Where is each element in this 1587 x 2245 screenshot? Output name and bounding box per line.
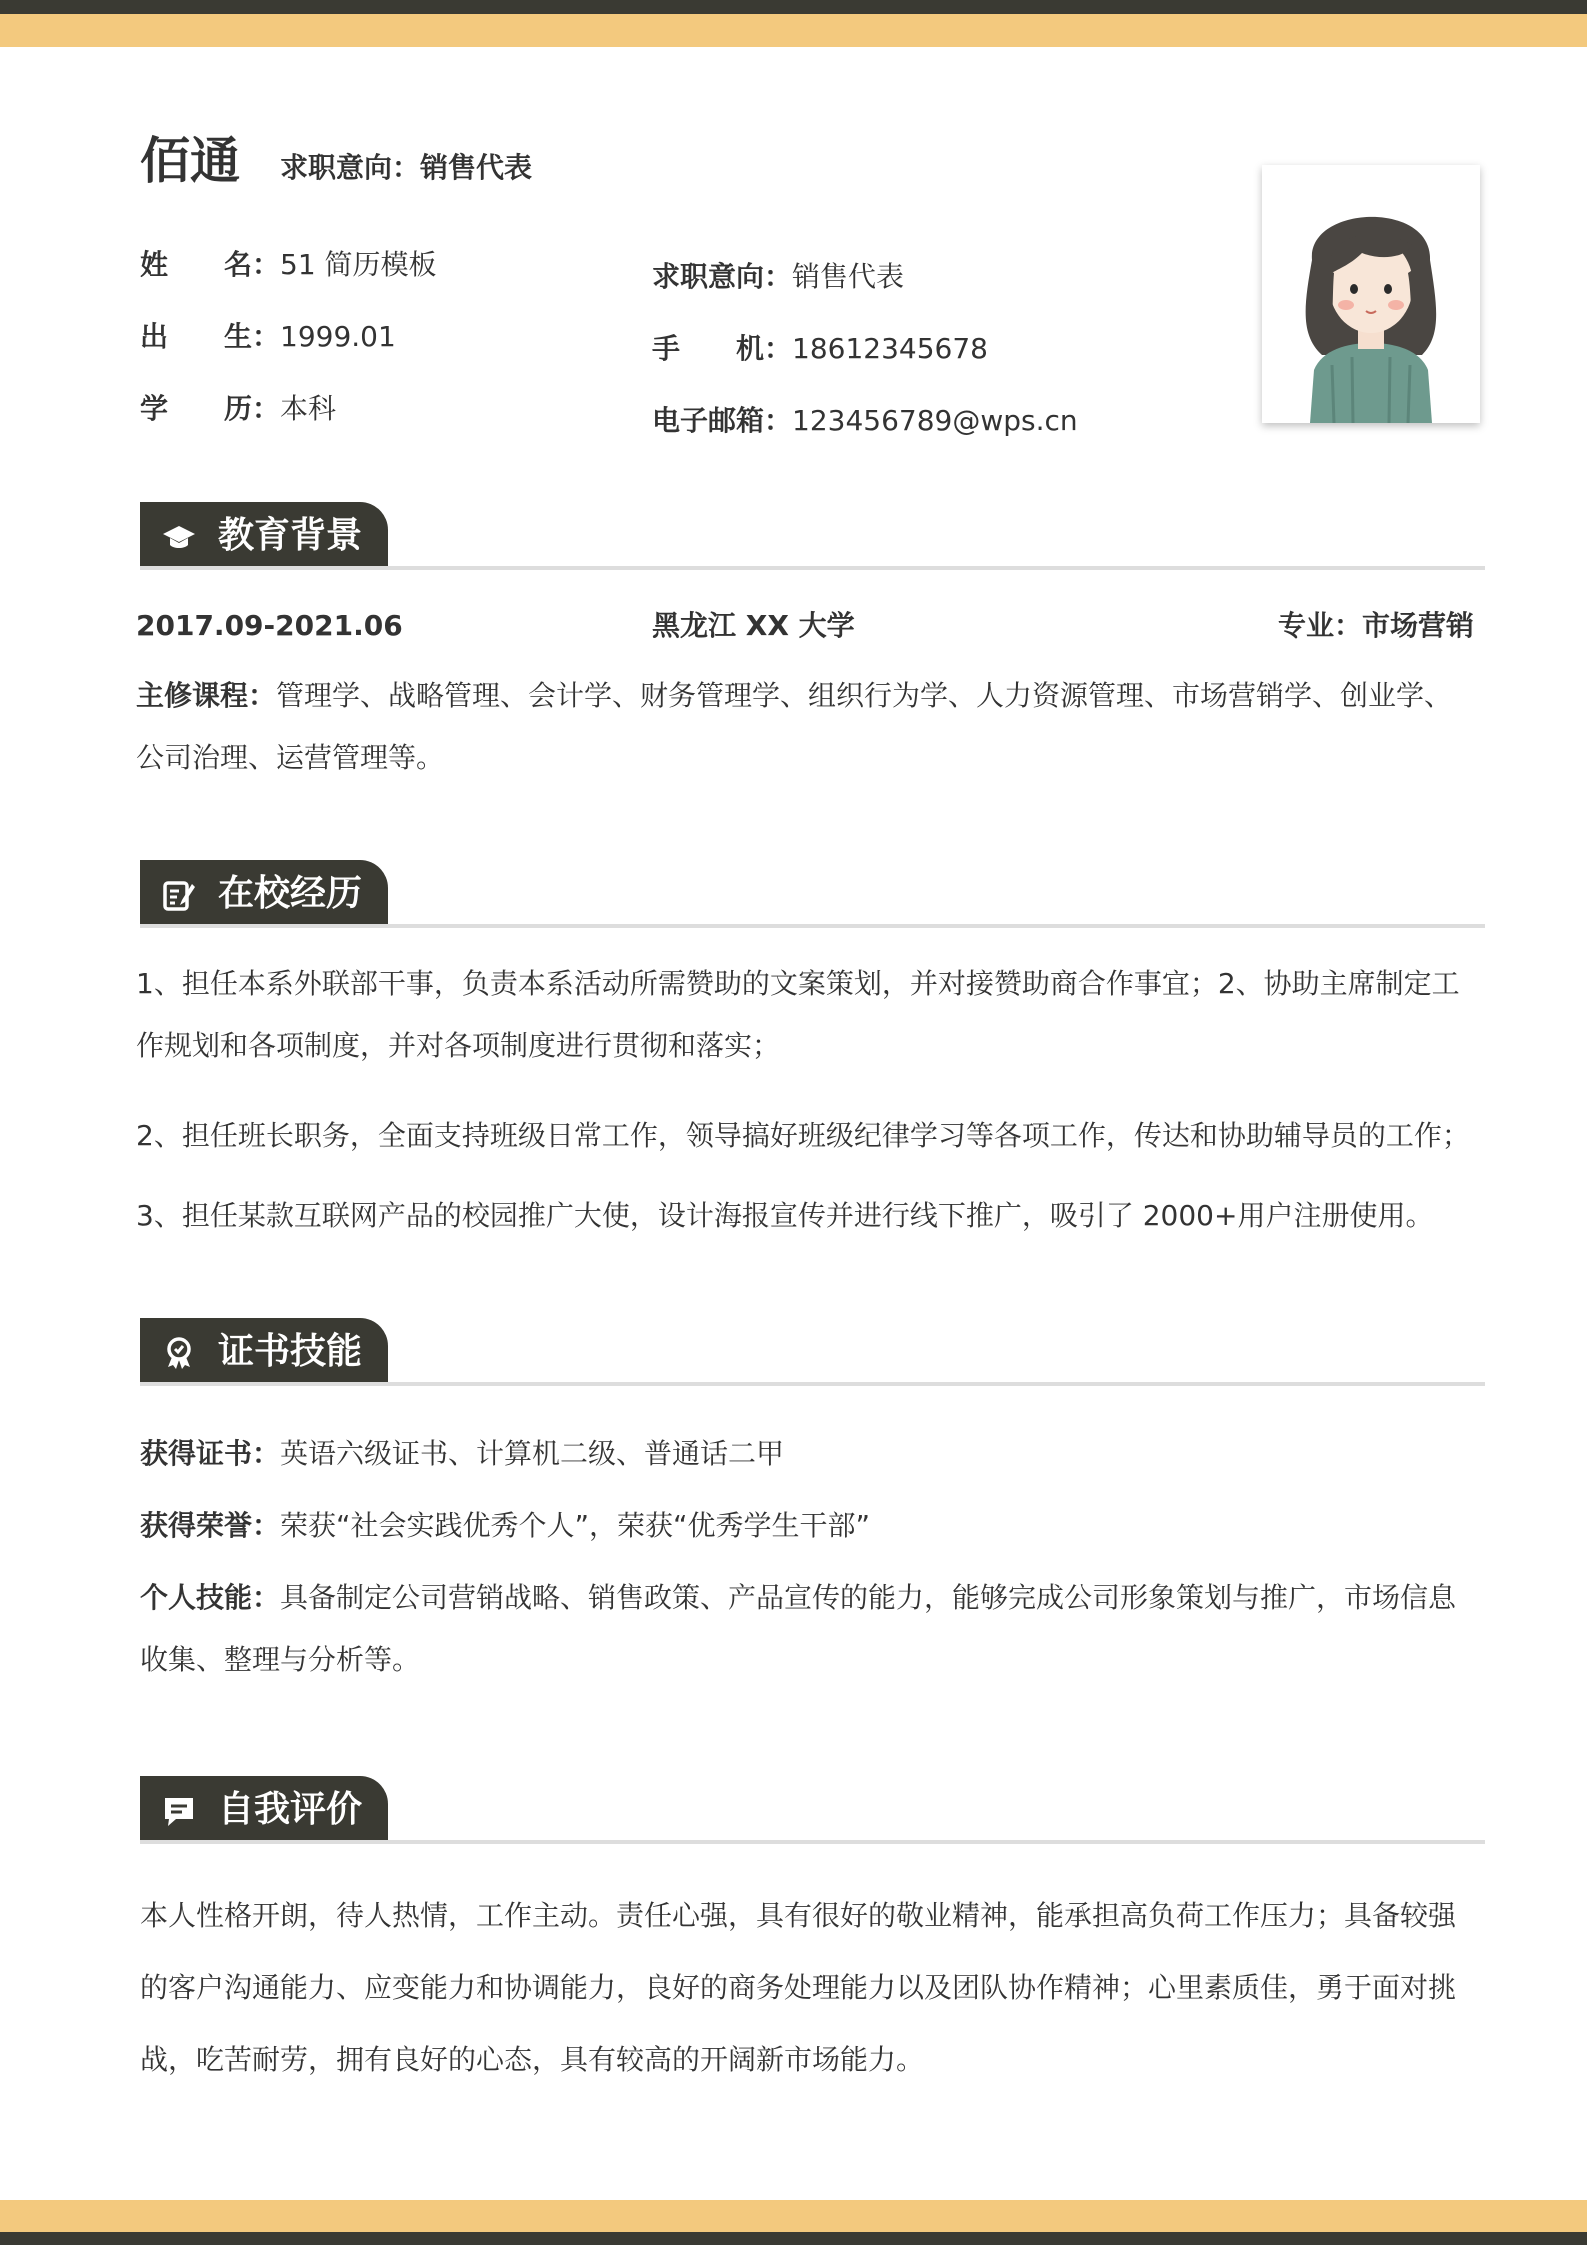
bottom-gold-band — [0, 2200, 1587, 2232]
campus-item: 2、担任班长职务，全面支持班级日常工作，领导搞好班级纪律学习等各项工作，传达和协助辅导员的工作； — [136, 1119, 1470, 1152]
courses-value: 管理学、战略管理、会计学、财务管理学、组织行为学、人力资源管理、市场营销学、创业学、公司治理、运营管理等。 — [136, 679, 1453, 774]
section-divider — [140, 566, 1485, 570]
abilities-value: 具备制定公司营销战略、销售政策、产品宣传的能力，能够完成公司形象策划与推广，市场信息收集、整理与分析等。 — [140, 1581, 1457, 1676]
info-name-row — [140, 247, 437, 283]
top-dark-band — [0, 0, 1587, 14]
info-label: 出 生： — [140, 320, 281, 353]
info-value: 18612345678 — [792, 332, 988, 365]
header-intent-value: 销售代表 — [420, 151, 533, 184]
skills-honors — [140, 1495, 1480, 1557]
graduation-cap-icon — [162, 520, 196, 554]
certs-label: 获得证书： — [140, 1437, 281, 1470]
comment-icon — [162, 1794, 196, 1828]
section-title: 证书技能 — [218, 1331, 363, 1372]
info-phone-row — [652, 331, 988, 367]
info-label: 学 历： — [140, 392, 281, 425]
section-title: 在校经历 — [218, 873, 363, 914]
honors-value: 荣获“社会实践优秀个人”，荣获“优秀学生干部” — [280, 1509, 871, 1542]
skills-abilities — [140, 1567, 1470, 1691]
section-divider — [140, 1382, 1485, 1386]
info-label: 电子邮箱： — [652, 404, 793, 437]
section-title: 教育背景 — [218, 515, 363, 556]
info-education-row — [140, 391, 336, 427]
award-icon — [162, 1336, 196, 1370]
candidate-name: 佰通 — [140, 132, 240, 190]
info-birth-row — [140, 319, 396, 355]
campus-item: 3、担任某款互联网产品的校园推广大使，设计海报宣传并进行线下推广，吸引了 2000+用户注册使用。 — [136, 1199, 1434, 1232]
header-intent-label: 求职意向： — [280, 151, 421, 184]
skills-certificates — [140, 1423, 1480, 1485]
info-label: 手 机： — [652, 332, 793, 365]
campus-item: 1、担任本系外联部干事，负责本系活动所需赞助的文案策划，并对接赞助商合作事宜；2、协助主席制定工作规划和各项制度，并对各项制度进行贯彻和落实； — [136, 967, 1460, 1062]
info-label: 姓 名： — [140, 248, 281, 281]
self-evaluation-text: 本人性格开朗，待人热情，工作主动。责任心强，具有很好的敬业精神，能承担高负荷工作压力；具备较强的客户沟通能力、应变能力和协调能力，良好的商务处理能力以及团队协作精神；心里素质佳，勇于面对挑战，吃苦耐劳，拥有良好的心态，具有较高的开阔新市场能力。 — [140, 1899, 1457, 2076]
top-gold-band — [0, 14, 1587, 47]
education-school: 黑龙江 XX 大学 — [652, 609, 855, 642]
info-value: 123456789@wps.cn — [792, 404, 1078, 437]
section-divider — [140, 1840, 1485, 1844]
section-header-skills — [140, 1318, 388, 1386]
honors-label: 获得荣誉： — [140, 1509, 281, 1542]
section-header-campus — [140, 860, 388, 928]
edit-note-icon — [162, 878, 196, 912]
education-major: 专业：市场营销 — [1278, 609, 1475, 642]
education-courses — [136, 665, 1476, 789]
courses-label: 主修课程： — [136, 679, 277, 712]
info-value: 销售代表 — [792, 260, 905, 293]
avatar-illustration — [1262, 165, 1480, 423]
education-period: 2017.09-2021.06 — [136, 609, 403, 642]
section-header-self-evaluation — [140, 1776, 388, 1844]
header-job-intent — [280, 150, 532, 186]
info-intent-row — [652, 259, 904, 295]
section-divider — [140, 924, 1485, 928]
info-value: 本科 — [280, 392, 337, 425]
abilities-label: 个人技能： — [140, 1581, 281, 1614]
section-title: 自我评价 — [218, 1789, 363, 1830]
section-header-education — [140, 502, 388, 570]
info-value: 1999.01 — [280, 320, 396, 353]
avatar — [1262, 165, 1480, 423]
info-label: 求职意向： — [652, 260, 793, 293]
info-email-row — [652, 403, 1078, 439]
info-value: 51 简历模板 — [280, 248, 437, 281]
certs-value: 英语六级证书、计算机二级、普通话二甲 — [280, 1437, 785, 1470]
bottom-dark-band — [0, 2232, 1587, 2245]
